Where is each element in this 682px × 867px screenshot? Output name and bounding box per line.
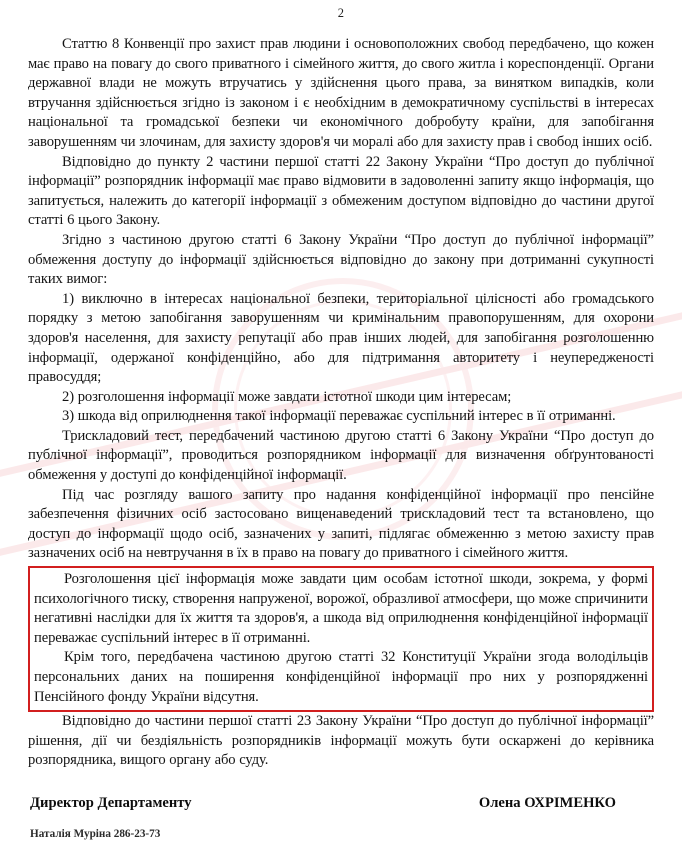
paragraph: 3) шкода від оприлюднення такої інформації переважає суспільний інтерес в її отриманні. bbox=[62, 408, 616, 425]
paragraph: Під час розгляду вашого запиту про надання конфіденційної інформації про пенсійне забезпечення фізичних осіб застосовано вищенаведений трискладовий тест та встановлено, що доступ до інформації щодо осіб, зазначених у запиті, підлягає обмеженню з метою захисту прав зазначених осіб на невтручання в їх в право на повагу до приватного і сімейного життя. bbox=[28, 486, 654, 562]
paragraph: Статтю 8 Конвенції про захист прав людини і основоположних свобод передбачено, що кожен має право на повагу до свого приватного і сімейного життя, до свого житла і кореспонденції. Органи державної влади не можуть втручатись у здійснення цього права, за винятком випадків, коли втручання здійснюється згідно із законом і є необхідним в демократичному суспільстві в інтересах національної та громадської безпеки чи економічного добробуту країни, для запобігання заворушенням чи злочинам, для захисту здоров'я чи моралі або для захисту прав і свобод інших осіб. bbox=[28, 36, 654, 150]
paragraph: Відповідно до пункту 2 частини першої статті 22 Закону України “Про доступ до публічної інформації” розпорядник інформації має право відмовити в задоволенні запиту якщо інформація, що запитується, належить до категорії інформації з обмеженим доступом відповідно до частини другої статті 6 цього Закону. bbox=[28, 153, 654, 229]
highlighted-paragraph: Крім того, передбачена частиною другою статті 32 Конституції України згода володільців персональних даних на поширення конфіденційної інформації про них у розпорядженні Пенсійного фонду України відсутня. bbox=[34, 649, 648, 705]
closing-paragraph: Відповідно до частини першої статті 23 Закону України “Про доступ до публічної інформації” рішення, дії чи бездіяльність розпорядників інформації можуть бути оскаржені до керівника розпорядника, вищого органу або суду. bbox=[28, 713, 654, 769]
paragraph: Згідно з частиною другою статті 6 Закону України “Про доступ до публічної інформації” обмеження доступу до інформації здійснюється відповідно до закону при дотриманні сукупності таких вимог: bbox=[28, 231, 654, 288]
paragraph: Трискладовий тест, передбачений частиною другою статті 6 Закону України “Про доступ до публічної інформації”, проводиться розпорядником інформації для визначення обґрунтованості обмеження у доступі до конфіденційної інформації. bbox=[28, 427, 654, 484]
footer-contact: Наталія Муріна 286-23-73 bbox=[30, 827, 161, 840]
paragraph: 2) розголошення інформації може завдати істотної шкоди цим інтересам; bbox=[62, 388, 512, 405]
document-body bbox=[28, 35, 654, 840]
page-number: 2 bbox=[337, 6, 345, 20]
paragraph: 1) виключно в інтересах національної безпеки, територіальної цілісності або громадського порядку з метою запобігання заворушенням чи кримінальним правопорушенням, для охорони здоров'я населення, для захисту репутації або прав інших людей, для запобігання розголошенню інформації, одержаної конфіденційно, або для підтримання авторитету і неупередженості правосуддя; bbox=[28, 290, 654, 386]
highlighted-paragraph: Розголошення цієї інформація може завдати цим особам істотної шкоди, зокрема, у формі психологічного тиску, створення напруженої, ворожої, образливої атмосфери, що може спричинити негативні наслідки для їх життя та здоров'я, а шкода від оприлюднення конфіденційної інформації переважає суспільний інтерес в її отриманні. bbox=[34, 571, 648, 646]
highlighted-section bbox=[28, 566, 654, 712]
signatory-name: Олена ОХРІМЕНКО bbox=[478, 794, 616, 811]
signature-row bbox=[28, 795, 654, 812]
signatory-position: Директор Департаменту bbox=[30, 794, 192, 811]
